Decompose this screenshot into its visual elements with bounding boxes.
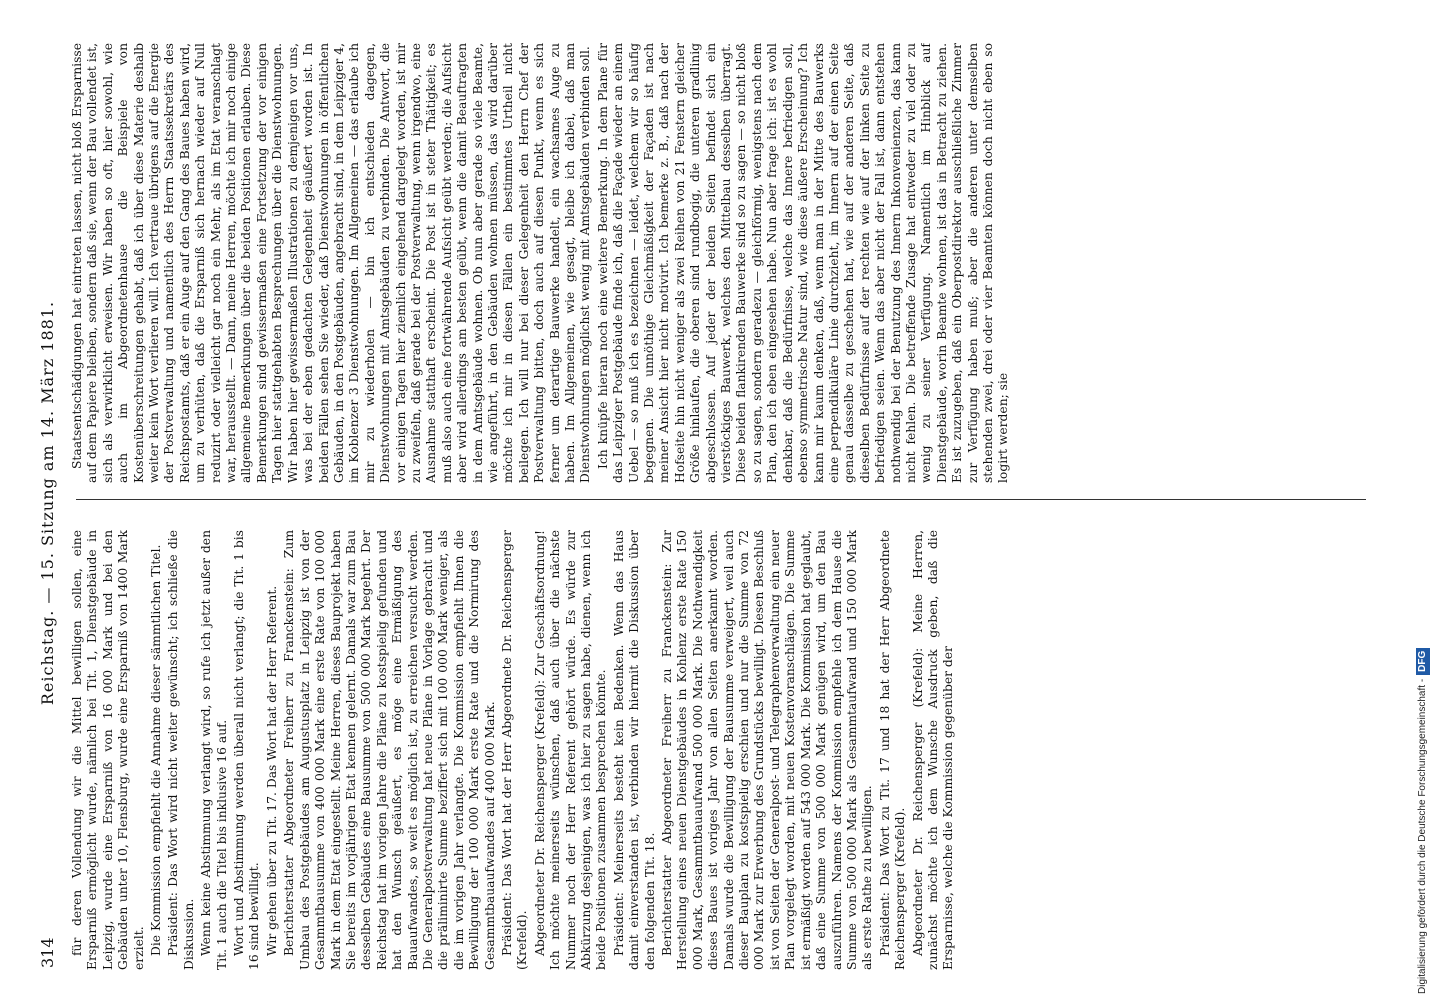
paragraph: Die Kommission empfiehlt die Annahme dieser sämmtlichen Titel. [149, 544, 164, 956]
paragraph: Abgeordneter Dr. Reichensperger (Krefeld): Meine Herren, zunächst möchte ich dem Wunsche Ausdruck geben, daß die Ersparnisse, welche die Kommission gegenüber der [910, 530, 956, 970]
paragraph: Berichterstatter Abgeordneter Freiherr zu Franckenstein: Zum Umbau des Postgebäudes am Augustusplatz in Leipzig ist von der Gesammtbausumme von 400 000 Mark eine erste Rate von 100 000 Mark in dem Etat eingestellt. Meine Herren, dieses Bauprojekt haben Sie bereits im vorjährigen Etat kennen gelernt. Damals war zum Bau desselben Gebäudes eine Bausumme von 500 000 Mark begehrt. Der Reichstag hat im vorigen Jahre die Pläne zu kostspielig gefunden und hat den Wunsch geäußert, es möge eine Ermäßigung des Bauaufwandes, so weit es möglich ist, zu erreichen versucht werden. Die Generalpostverwaltung hat neue Pläne in Vorlage gebracht und die präliminirte Summe beziffert sich mit 100 000 Mark weniger, als die im vorigen Jahr verlangte. Die Kommission empfiehlt Ihnen die Bewilligung der 100 000 Mark erste Rate und die Normirung des Gesammtbauaufwandes auf 400 000 Mark. [282, 530, 497, 970]
page-header [30, 28, 70, 978]
text-columns [70, 28, 1390, 978]
paragraph: Abgeordneter Dr. Reichensperger (Krefeld): Zur Geschäftsordnung! Ich möchte meinerseits wünschen, daß auch über die nächste Nummer noch der Herr Referent gehört würde. Es würde zur Abkürzung desjenigen, was ich hier zu sagen habe, dienen, wenn ich beide Positionen zusammen besprechen könnte. [532, 530, 609, 970]
rotated-page [30, 28, 1398, 978]
paragraph: Berichterstatter Abgeordneter Freiherr zu Franckenstein: Zur Herstellung eines neuen Dienstgebäudes in Kohlenz erste Rate 150 000 Mark, Gesammtbauaufwand 500 000 Mark. Die Nothwendigkeit dieses Baues ist voriges Jahr von allen Seiten anerkannt worden. Damals wurde die Bewilligung der Bausumme verweigert, weil auch dieser Bauplan zu kostspielig erschien und nur die Summe von 72 000 Mark zur Erwerbung des Grundstücks bewilligt. Diesen Beschluß ist von Seiten der Generalpost- und Telegraphenverwaltung ein neuer Plan vorgelegt worden, mit neuen Kostenvoranschlägen. Die Summe ist ermäßigt worden auf 543 000 Mark. Die Kommission hat geglaubt, daß eine Summe von 500 000 Mark genügen wird, um den Bau auszuführen. Namens der Kommission empfehle ich dem Hause die Summe von 500 000 Mark als Gesammtaufwand und 150 000 Mark als erste Rathe zu bewilligen. [660, 530, 875, 970]
paragraph: Präsident: Das Wort wird nicht weiter gewünscht; ich schließe die Diskussion. [166, 530, 196, 970]
running-title: Reichstag. — 15. Sitzung am 14. März 1881. [38, 300, 57, 706]
page-number: 314 [38, 937, 57, 968]
dfg-logo: DFG [1416, 648, 1430, 675]
paragraph: Präsident: Das Wort zu Tit. 17 und 18 hat der Herr Abgeordnete Reichensperger (Krefeld). [877, 530, 908, 970]
paragraph: Wenn keine Abstimmung verlangt wird, so rufe ich jetzt außer den Tit. 1 auch die Titel bis inklusive 16 auf. [199, 530, 229, 970]
paragraph: Wir gehen über zu Tit. 17. Das Wort hat der Herr Referent. [264, 585, 279, 956]
paragraph: Wort und Abstimmung werden überall nicht verlangt; die Tit. 1 bis 16 sind bewilligt. [232, 530, 262, 970]
paragraph: Präsident: Meinerseits besteht kein Bedenken. Wenn das Haus damit einverstanden ist, verbinden wir hiermit die Diskussion über den folgenden Tit. 18. [611, 530, 657, 970]
column-divider [76, 499, 1366, 500]
left-column [70, 530, 1370, 970]
watermark-text: Digitalisierung gefördert durch die Deutsche Forschungsgemeinschaft - [1417, 678, 1428, 994]
digitization-watermark [1416, 4, 1430, 994]
paragraph: Präsident: Das Wort hat der Herr Abgeordnete Dr. Reichensperger (Krefeld). [499, 530, 530, 970]
paragraph: Staatsentschädigungen hat eintreten lassen, nicht bloß Ersparnisse auf dem Papiere bleiben, sondern daß sie, wenn der Bau vollendet ist, sich als verwirklicht erweisen. Wir haben so oft, hier sowohl, wie auch im Abgeordnetenhause die Beispiele von Kostenüberschreitungen gehabt, daß ich über diese Materie deshalb weiter kein Wort verlieren will. Ich vertraue übrigens auf die Energie der Postverwaltung und namentlich des Herrn Staatssekretärs des Reichspostamts, daß er ein Auge auf den Gang des Baues haben wird, um zu verhüten, daß die Ersparniß sich hernach wieder auf Null reduzirt oder vielleicht gar noch ein Mehr, als im Etat veranschlagt war, herausstellt. — Dann, meine Herren, möchte ich mir noch einige allgemeine Bemerkungen über die beiden Positionen erlauben. Diese Bemerkungen sind gewissermaßen eine Fortsetzung der vor einigen Tagen hier stattgehabten Besprechungen über die Dienstwohnungen. Wir haben hier gewissermaßen Illustrationen zu demjenigen vor uns, was bei der eben gedachten Gelegenheit geäußert worden ist. In beiden Fällen sehen Sie wieder, daß Dienstwohnungen in öffentlichen Gebäuden, in den Postgebäuden, angebracht sind, in dem Leipziger 4, im Koblenzer 3 Dienstwohnungen. Im Allgemeinen — das erlaube ich mir zu wiederholen — bin ich entschieden dagegen, Dienstwohnungen mit Amtsgebäuden zu verbinden. Die Antwort, die vor einigen Tagen hier ziemlich eingehend dargelegt worden, ist mir zu zweifeln, daß gerade bei der Postverwaltung, wenn irgendwo, eine Ausnahme statthaft erscheint. Die Post ist in steter Thätigkeit; es muß also auch eine fortwährende Aufsicht geübt werden; die Aufsicht aber wird allerdings am besten geübt, wenn die damit Beauftragten in dem Amtsgebäude wohnen. Ob nun aber gerade so viele Beamte, wie angeführt, in den Gebäuden wohnen müssen, das wird darüber möchte ich mir in diesen Fällen ein bestimmtes Urtheil nicht beilegen. Ich will nur bei dieser Gelegenheit den Herrn Chef der Postverwaltung bitten, doch auch auf diesen Punkt, wenn es sich ferner um derartige Bauwerke handelt, ein wachsames Auge zu haben. Im Allgemeinen, wie gesagt, bleibe ich dabei, daß man Dienstwohnungen möglichst wenig mit Amtsgebäuden verbinden soll. [70, 43, 593, 483]
paragraph: für deren Vollendung wir die Mittel bewilligen sollen, eine Ersparniß ermöglicht wurde, nämlich bei Tit. 1, Dienstgebäude in Leipzig, wurde eine Ersparniß von 16 000 Mark und bei den Gebäuden unter 10, Flensburg, wurde eine Ersparniß von 1400 Mark erzielt. [70, 530, 146, 970]
right-column [70, 43, 1370, 483]
paragraph: Ich knüpfe hieran noch eine weitere Bemerkung. In dem Plane für das Leipziger Postgebäude finde ich, daß die Façade wieder an einem Uebel — so muß ich es bezeichnen — leidet, welchem wir so häufig begegnen. Die unnöthige Gleichmäßigkeit der Façaden ist nach meiner Ansicht hier nicht motivirt. Ich bemerke z. B., daß nach der Hofseite hin nicht weniger als zwei Reihen von 21 Fenstern gleicher Größe hinlaufen, die oberen sind rundbogig, die unteren gradlinig abgeschlossen. Auf jeder der beiden Seiten befindet sich ein vierstöckiges Bauwerk, welches den Mittelbau desselben überragt. Diese beiden flankirenden Bauwerke sind so zu sagen — so nicht bloß so zu sagen, sondern geradezu — gleichförmig, wenigstens nach dem Plan, den ich eben eingesehen habe. Nun aber frage ich: ist es wohl denkbar, daß die Bedürfnisse, welche das Innere befriedigen soll, ebenso symmetrische Natur sind, wie diese äußere Erscheinung? Ich kann mir kaum denken, daß, wenn man in der Mitte des Bauwerks eine perpendikuläre Linie durchzieht, im Innern auf der einen Seite genau dasselbe zu geschehen hat, wie auf der anderen Seite, daß dieselben Bedürfnisse auf der rechten wie auf der linken Seite zu befriedigen seien. Wenn das aber nicht der Fall ist, dann entstehen nothwendig bei der Benutzung des Innern Inkonvenienzen, das kann nicht fehlen. Die betreffende Zusage hat entweder zu viel oder zu wenig zu seiner Verfügung. Namentlich im Hinblick auf Dienstgebäude, worin Beamte wohnen, ist das in Betracht zu ziehen. Es ist zuzugeben, daß ein Oberpostdirektor ausschließliche Zimmer zur Verfügung haben muß; aber die anderen unter demselben stehenden zwei, drei oder vier Beamten können doch nicht eben so logirt werden; sie [595, 43, 1011, 483]
